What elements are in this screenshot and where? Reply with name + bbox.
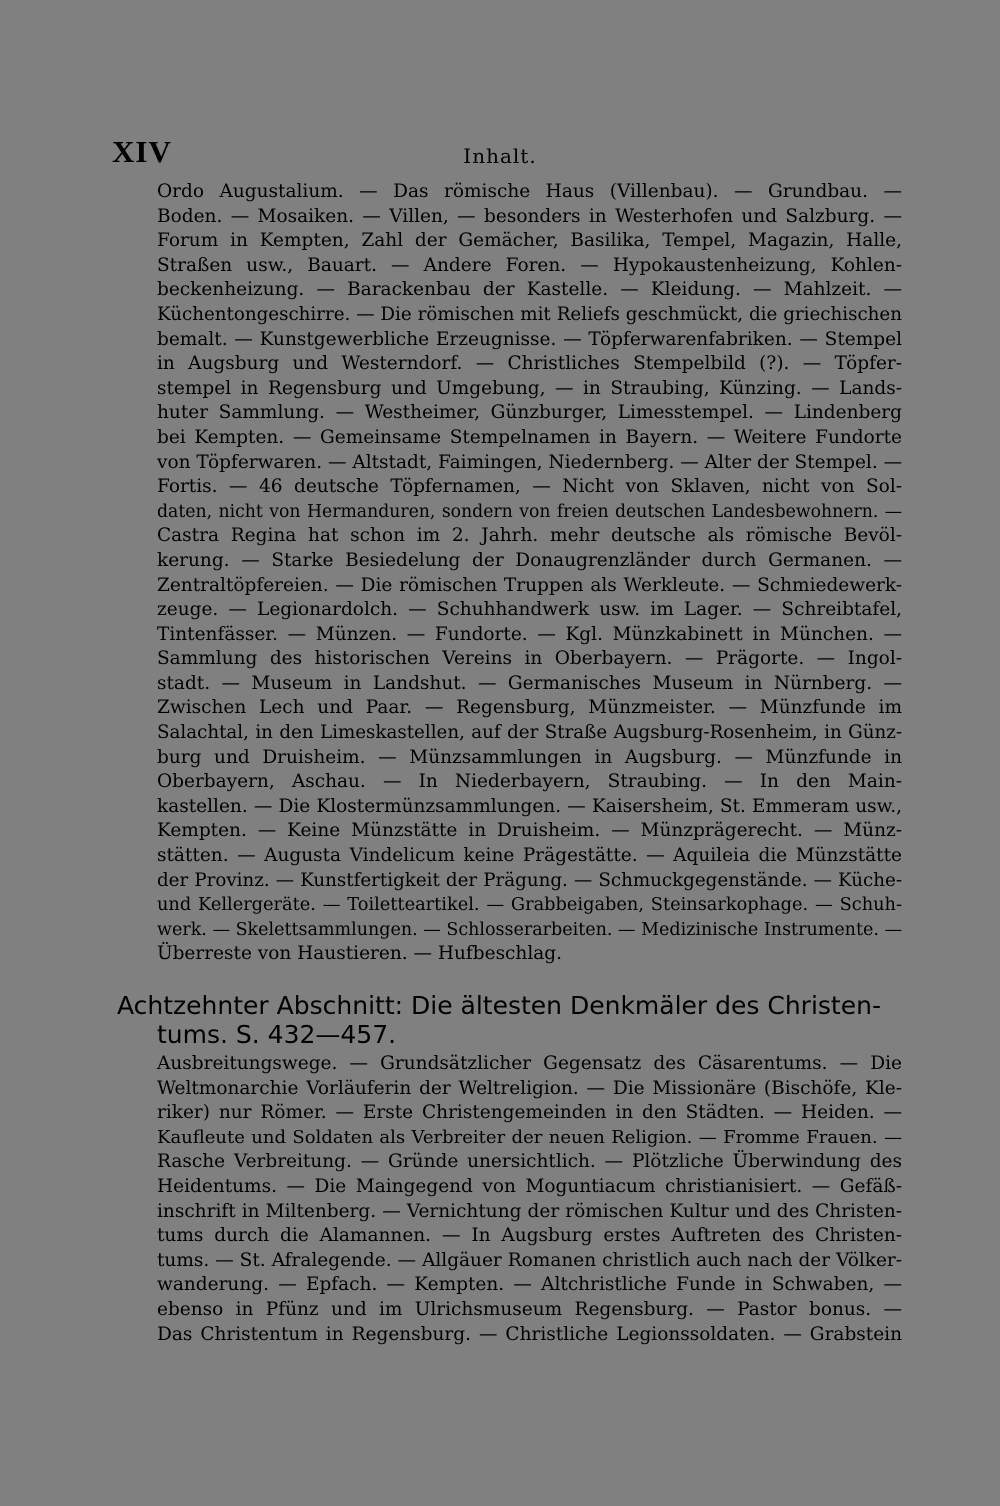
text-line: Überreste von Haustieren. — Hufbeschlag. (157, 943, 563, 965)
text-line: Boden. — Mosaiken. — Villen, — besonders in Westerhofen und Salzburg. — (157, 205, 902, 227)
text-line: Küchentongeschirre. — Die römischen mit Reliefs geschmückt, die griechischen (157, 303, 902, 325)
section-heading-line: Achtzehnter Abschnitt: Die ältesten Denkmäler des Christen- (117, 991, 881, 1020)
text-line: Fortis. — 46 deutsche Töpfernamen, — Nicht von Sklaven, nicht von Sol- (157, 476, 902, 498)
text-line: Kempten. — Keine Münzstätte in Druisheim. — Münzprägerecht. — Münz- (157, 820, 902, 842)
text-line: Zentraltöpfereien. — Die römischen Truppen als Werkleute. — Schmiedewerk- (157, 574, 902, 596)
text-line: kastellen. — Die Klostermünzsammlungen. — Kaisersheim, St. Emmeram usw., (157, 795, 902, 817)
text-line: ebenso in Pfünz und im Ulrichsmuseum Regensburg. — Pastor bonus. — (157, 1298, 902, 1320)
text-line: werk. — Skelettsammlungen. — Schlosserarbeiten. — Medizinische Instrumente. — (157, 919, 902, 940)
text-line: huter Sammlung. — Westheimer, Günzburger, Limesstempel. — Lindenberg (157, 402, 902, 424)
text-line: Oberbayern, Aschau. — In Niederbayern, Straubing. — In den Main- (157, 771, 902, 793)
text-line: Sammlung des historischen Vereins in Oberbayern. — Prägorte. — Ingol- (157, 648, 902, 670)
text-line: Zwischen Lech und Paar. — Regensburg, Münzmeister. — Münzfunde im (157, 697, 902, 719)
contents-paragraph-2 (157, 1052, 902, 1347)
text-line: Das Christentum in Regensburg. — Christliche Legionssoldaten. — Grabstein (157, 1323, 902, 1345)
text-line: zeuge. — Legionardolch. — Schuhhandwerk usw. im Lager. — Schreibtafel, (157, 599, 902, 621)
section-heading (117, 991, 907, 1049)
text-line: der Provinz. — Kunstfertigkeit der Prägung. — Schmuckgegenstände. — Küche- (157, 869, 902, 891)
text-line: bemalt. — Kunstgewerbliche Erzeugnisse. — Töpferwarenfabriken. — Stempel (157, 328, 902, 350)
page-number: XIV (112, 134, 172, 169)
text-line: inschrift in Miltenberg. — Vernichtung der römischen Kultur und des Christen- (157, 1200, 902, 1222)
text-line: burg und Druisheim. — Münzsammlungen in Augsburg. — Münzfunde in (157, 746, 902, 768)
text-line: Straßen usw., Bauart. — Andere Foren. — Hypokaustenheizung, Kohlen- (157, 254, 902, 276)
text-line: Rasche Verbreitung. — Gründe unersichtlich. — Plötzliche Überwindung des (157, 1151, 902, 1173)
text-line: in Augsburg und Westerndorf. — Christliches Stempelbild (?). — Töpfer- (157, 353, 902, 375)
text-line: Ordo Augustalium. — Das römische Haus (Villenbau). — Grundbau. — (157, 181, 902, 202)
text-line: tums. — St. Afralegende. — Allgäuer Romanen christlich auch nach der Völker- (157, 1249, 902, 1271)
text-line: bei Kempten. — Gemeinsame Stempelnamen in Bayern. — Weitere Fundorte (157, 426, 902, 448)
text-line: Salachtal, in den Limeskastellen, auf der Straße Augsburg-Rosenheim, in Günz- (157, 722, 902, 744)
section-heading-line: tums. S. 432—457. (157, 1020, 397, 1049)
text-line: stempel in Regensburg und Umgebung, — in Straubing, Künzing. — Lands- (157, 377, 902, 399)
text-line: riker) nur Römer. — Erste Christengemeinden in den Städten. — Heiden. — (157, 1102, 902, 1124)
text-line: Heidentums. — Die Maingegend von Moguntiacum christianisiert. — Gefäß- (157, 1175, 902, 1197)
text-line: Kaufleute und Soldaten als Verbreiter der neuen Religion. — Fromme Frauen. — (157, 1126, 902, 1148)
running-head: Inhalt. (463, 144, 537, 168)
text-line: Tintenfässer. — Münzen. — Fundorte. — Kgl. Münzkabinett in München. — (157, 623, 902, 645)
text-line: beckenheizung. — Barackenbau der Kastelle. — Kleidung. — Mahlzeit. — (157, 279, 902, 301)
text-line: daten, nicht von Hermanduren, sondern von freien deutschen Landesbewohnern. — (157, 501, 902, 522)
text-line: kerung. — Starke Besiedelung der Donaugrenzländer durch Germanen. — (157, 549, 902, 571)
text-line: stätten. — Augusta Vindelicum keine Prägestätte. — Aquileia die Münzstätte (157, 845, 902, 867)
contents-paragraph-1 (157, 180, 902, 967)
text-line: und Kellergeräte. — Toiletteartikel. — Grabbeigaben, Steinsarkophage. — Schuh- (157, 895, 902, 916)
text-line: tums durch die Alamannen. — In Augsburg erstes Auftreten des Christen- (157, 1225, 902, 1247)
text-line: Ausbreitungswege. — Grundsätzlicher Gegensatz des Cäsarentums. — Die (157, 1053, 902, 1074)
text-line: stadt. — Museum in Landshut. — Germanisches Museum in Nürnberg. — (157, 672, 902, 694)
text-line: von Töpferwaren. — Altstadt, Faimingen, Niedernberg. — Alter der Stempel. — (157, 451, 903, 473)
text-line: Forum in Kempten, Zahl der Gemächer, Basilika, Tempel, Magazin, Halle, (157, 230, 902, 252)
text-line: Weltmonarchie Vorläuferin der Weltreligion. — Die Missionäre (Bischöfe, Kle- (157, 1077, 902, 1099)
text-line: wanderung. — Epfach. — Kempten. — Altchristliche Funde in Schwaben, — (157, 1274, 902, 1296)
text-line: Castra Regina hat schon im 2. Jahrh. mehr deutsche als römische Bevöl- (157, 525, 902, 547)
